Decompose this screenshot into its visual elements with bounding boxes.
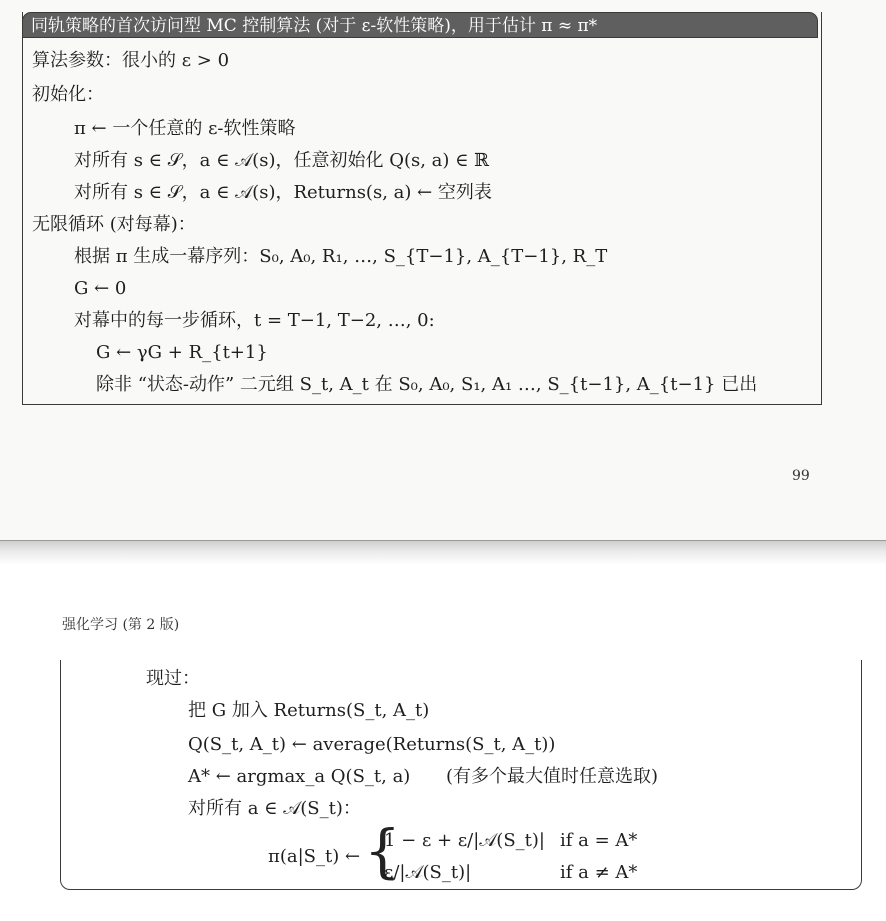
q-average-line: Q(S_t, A_t) ← average(Returns(S_t, A_t)) xyxy=(188,734,556,755)
step-loop-line: 对幕中的每一步循环，t = T−1, T−2, …, 0: xyxy=(74,310,435,331)
greedy-case-condition: if a = A* xyxy=(560,830,638,851)
argmax-line: A* ← argmax_a Q(S_t, a) xyxy=(188,766,411,787)
g-zero-line: G ← 0 xyxy=(74,278,127,299)
first-visit-check-line: 除非 “状态-动作” 二元组 S_t, A_t 在 S₀, A₀, S₁, A₁ …, S_{t−1}, A_{t−1} 已出 xyxy=(96,374,758,395)
loop-forever-line: 无限循环 (对每幕)： xyxy=(32,214,196,235)
greedy-case-value: 1 − ε + ε/|𝒜(S_t)| xyxy=(384,830,545,851)
returns-init-line: 对所有 s ∈ 𝒮，a ∈ 𝒜(s)，Returns(s, a) ← 空列表 xyxy=(74,182,492,203)
left-brace: { xyxy=(364,817,401,885)
running-head: 强化学习 (第 2 版) xyxy=(62,617,180,633)
page-number: 99 xyxy=(792,468,810,484)
algorithm-parameter-line: 算法参数：很小的 ε > 0 xyxy=(32,50,230,71)
q-init-line: 对所有 s ∈ 𝒮，a ∈ 𝒜(s)，任意初始化 Q(s, a) ∈ ℝ xyxy=(74,150,490,171)
nongreedy-case-value: ε/|𝒜(S_t)| xyxy=(384,862,472,883)
page-divider xyxy=(0,540,886,565)
policy-init-line: π ← 一个任意的 ε-软性策略 xyxy=(74,118,296,139)
tie-break-note: (有多个最大值时任意选取) xyxy=(446,766,659,787)
for-all-actions-line: 对所有 a ∈ 𝒜(S_t)： xyxy=(188,798,361,819)
generate-episode-line: 根据 π 生成一幕序列：S₀, A₀, R₁, …, S_{T−1}, A_{T−1}, R_T xyxy=(74,246,608,267)
algorithm-header: 同轨策略的首次访问型 MC 控制算法 (对于 ε-软性策略)，用于估计 π ≈ π* xyxy=(22,12,818,38)
continuation-line: 现过： xyxy=(146,668,200,689)
nongreedy-case-condition: if a ≠ A* xyxy=(560,862,638,883)
initialization-label: 初始化： xyxy=(32,84,104,105)
policy-update-lhs: π(a|S_t) ← xyxy=(268,846,361,867)
append-returns-line: 把 G 加入 Returns(S_t, A_t) xyxy=(188,700,430,721)
g-update-line: G ← γG + R_{t+1} xyxy=(96,342,268,363)
